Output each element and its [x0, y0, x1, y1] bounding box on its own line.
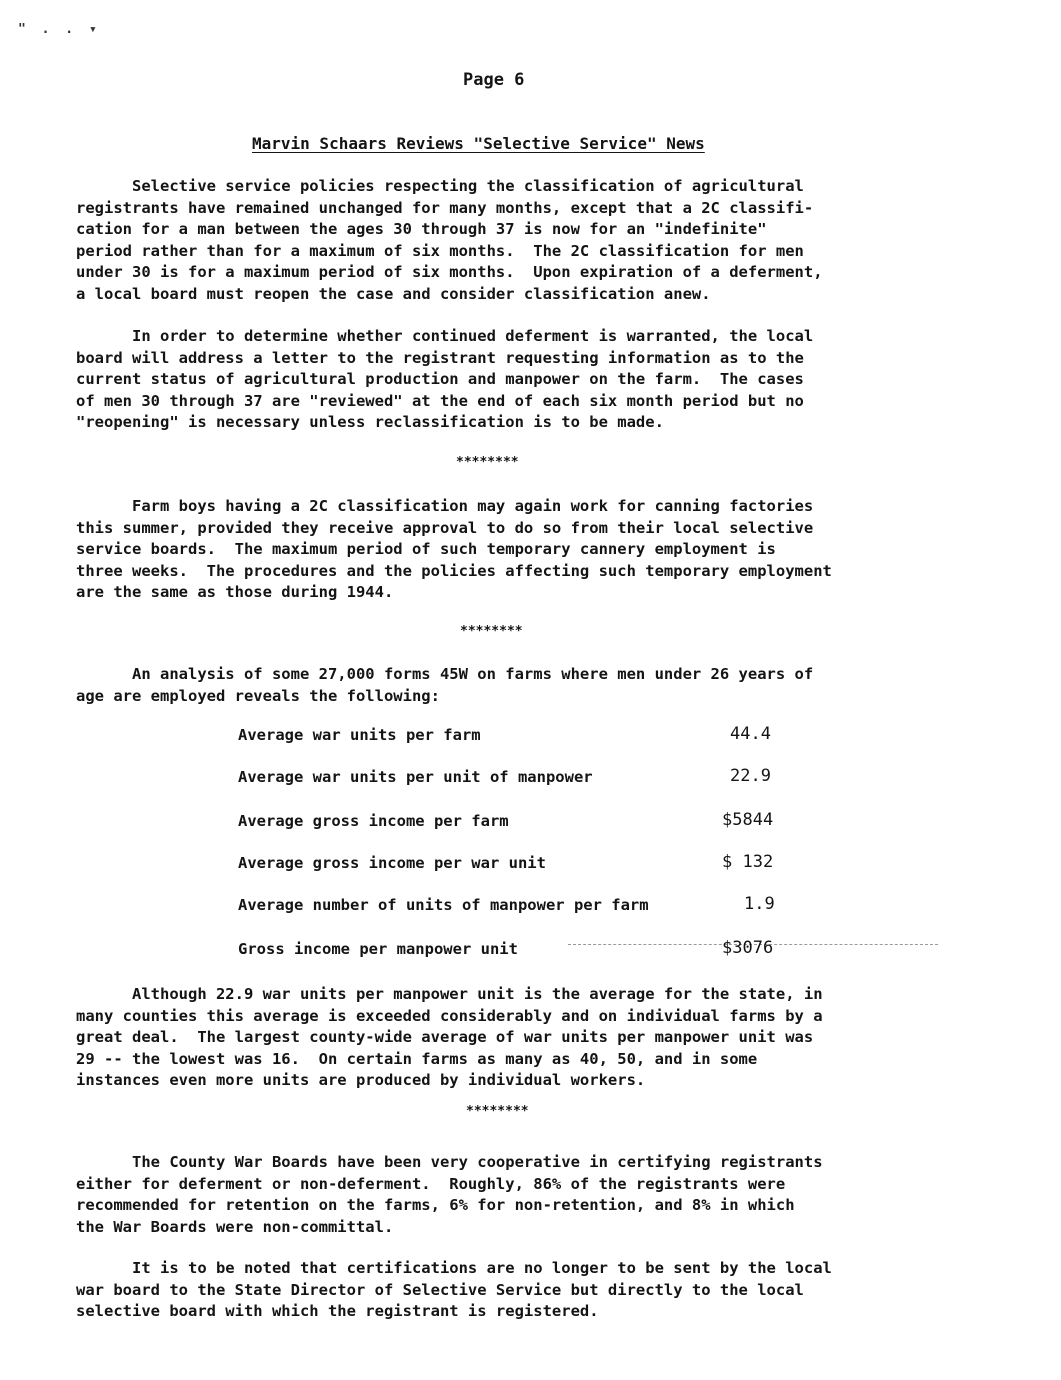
paragraph-war-boards: The County War Boards have been very cooperative in certifying registrants either for deferment or non-deferment. Roughly, 86% of the registrants were recommended for retention on the farms, 6% for non-retention, and 8% in which the War Boards were non-committal.: [76, 1153, 823, 1236]
separator-stars: ********: [466, 1104, 529, 1119]
stat-value: $3076: [722, 938, 774, 958]
stat-value: 22.9: [730, 766, 771, 786]
stat-value: $5844: [722, 810, 774, 830]
stat-label: Average gross income per war unit: [238, 854, 546, 872]
corner-mark: " . . ▾: [18, 22, 101, 37]
stat-row: [238, 812, 798, 836]
article-title: Marvin Schaars Reviews "Selective Service" News: [252, 134, 705, 153]
separator-stars: ********: [456, 455, 519, 470]
stat-row: [238, 854, 798, 878]
stat-label: Average war units per unit of manpower: [238, 768, 593, 786]
stat-label: Average gross income per farm: [238, 812, 509, 830]
paragraph-certifications: It is to be noted that certifications are no longer to be sent by the local war board to the State Director of Selective Service but directly to the local selective board with which the registrant is registered.: [76, 1259, 832, 1321]
stat-row: [238, 940, 798, 964]
stat-row: [238, 726, 798, 750]
stat-value: 44.4: [730, 724, 771, 744]
stat-label: Gross income per manpower unit: [238, 940, 518, 958]
paragraph-classification-policy: Selective service policies respecting the classification of agricultural registrants have remained unchanged for many months, except that a 2C classifi- cation for a man between the ages 30 through 37 is now for an "indefinite" period rather than for a maximum of six months. The 2C classification for men under 30 is for a maximum period of six months. Upon expiration of a deferment, a local board must reopen the case and consider classification anew.: [76, 177, 823, 303]
stat-value: 1.9: [744, 894, 775, 914]
stat-label: Average war units per farm: [238, 726, 481, 744]
paragraph-deferment-review: In order to determine whether continued deferment is warranted, the local board will address a letter to the registrant requesting information as to the current status of agricultural production and manpower on the farm. The cases of men 30 through 37 are "reviewed" at the end of each six month period but no "reopening" is necessary unless reclassification is to be made.: [76, 327, 814, 432]
paragraph-state-average: Although 22.9 war units per manpower unit is the average for the state, in many counties this average is exceeded considerably and on individual farms by a great deal. The largest county-wide average of war units per manpower unit was 29 -- the lowest was 16. On certain farms as many as 40, 50, and in some instances even more units are produced by individual workers.: [76, 985, 823, 1090]
stat-row: [238, 896, 798, 920]
paragraph-cannery-employment: Farm boys having a 2C classification may again work for canning factories this summer, provided they receive approval to do so from their local selective service boards. The maximum period of such temporary cannery employment is three weeks. The procedures and the policies affecting such temporary employment are the same as those during 1944.: [76, 497, 832, 602]
paragraph-analysis-intro: An analysis of some 27,000 forms 45W on farms where men under 26 years of age are employed reveals the following:: [76, 665, 814, 705]
separator-stars: ********: [460, 624, 523, 639]
page-number: Page 6: [463, 70, 525, 90]
stat-row: [238, 768, 798, 792]
stat-value: $ 132: [722, 852, 774, 872]
stat-label: Average number of units of manpower per farm: [238, 896, 649, 914]
